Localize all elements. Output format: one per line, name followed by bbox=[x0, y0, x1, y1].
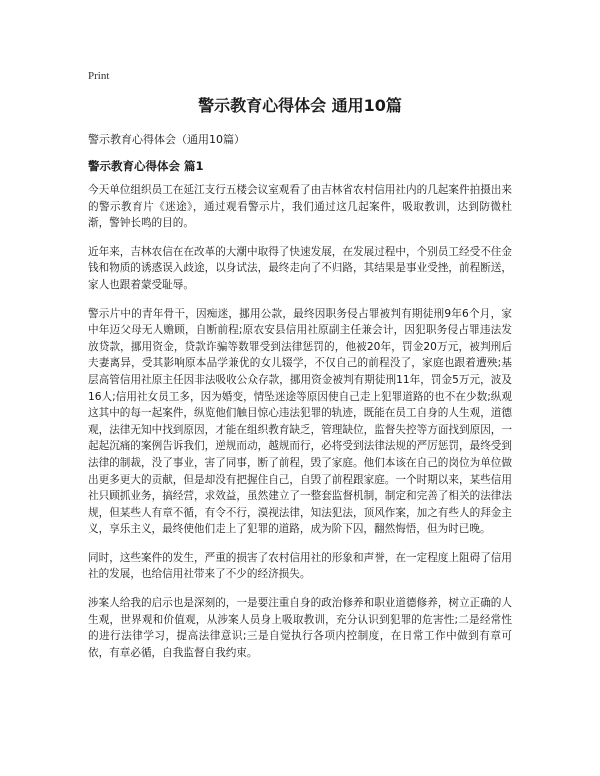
paragraph-5: 涉案人给我的启示也是深刻的，一是要注重自身的政治修养和职业道德修养，树立正确的人生观，世界观和价值观，从涉案人员身上吸取教训，充分认识到犯罪的危害性;二是经常性的进行法律学习，提高法律意识;三是自觉执行各项内控制度，在日常工作中做到有章可依，有章必循，自我监督自我约束。 bbox=[88, 597, 512, 659]
paragraph-1: 今天单位组织员工在延江支行五楼会议室观看了由吉林省农村信用社内的几起案件拍摄出来的警示教育片《迷途》，通过观看警示片，我们通过这几起案件，吸取教训，达到防微杜渐，警钟长鸣的目的。 bbox=[88, 184, 512, 230]
paragraph-3: 警示片中的青年骨干，因痴迷，挪用公款，最终因职务侵占罪被判有期徒刑9年6个月，家中年迈父母无人赡顾，自断前程;原农安县信用社原副主任兼会计，因犯职务侵占罪违法发放贷款，挪用资金，贷款诈骗等数罪受到法律惩罚的，他被20年，罚金20万元，被判刑后夫妻离异，受其影响原本品学兼优的女儿辍学，不仅自己的前程没了，家庭也跟着遭殃;基层高管信用社原主任因非法吸收公众存款，挪用资金被判有期徒刑11年，罚金5万元，波及16人;信用社女员工多，因为婚变，情坠迷途等原因使自己走上犯罪道路的也不在少数;纵观这其中的每一起案件，纵览他们触目惊心违法犯罪的轨迹，既能在员工自身的人生观，道德观，法律无知中找到原因，才能在组织教育缺乏，管理缺位，监督失控等方面找到原因，一起起沉痛的案例告诉我们，逆规而动，越规而行，必将受到法律法规的严厉惩罚，最终受到法律的制裁，没了事业，害了同事，断了前程，毁了家庭。他们本该在自己的岗位为单位做出更多更大的贡献，但是却没有把握住自己，自毁了前程跟家庭。一个时期以来，某些信用社只顾抓业务，搞经营，求效益，虽然建立了一整套监督机制，制定和完善了相关的法律法规，但某些人有章不循，有令不行，漠视法律，知法犯法，顶风作案，加之有些人的拜金主义，享乐主义，最终使他们走上了犯罪的道路，成为阶下囚，翻然悔悟，但为时已晚。 bbox=[88, 307, 512, 536]
document-subtitle: 警示教育心得体会（通用10篇） bbox=[88, 133, 245, 146]
section-heading: 警示教育心得体会 篇1 bbox=[88, 159, 204, 173]
paragraph-2: 近年来，吉林农信在在改革的大潮中取得了快速发展，在发展过程中，个别员工经受不住金钱和物质的诱惑误入歧途，以身试法，最终走向了不归路，其结果是事业受挫，前程断送，家人也跟着蒙受耻辱。 bbox=[88, 245, 512, 291]
print-label: Print bbox=[88, 70, 110, 82]
document-title: 警示教育心得体会 通用10篇 bbox=[198, 96, 402, 115]
paragraph-4: 同时，这些案件的发生，严重的损害了农村信用社的形象和声誉，在一定程度上阻碍了信用社的发展，也给信用社带来了不少的经济损失。 bbox=[88, 551, 512, 581]
